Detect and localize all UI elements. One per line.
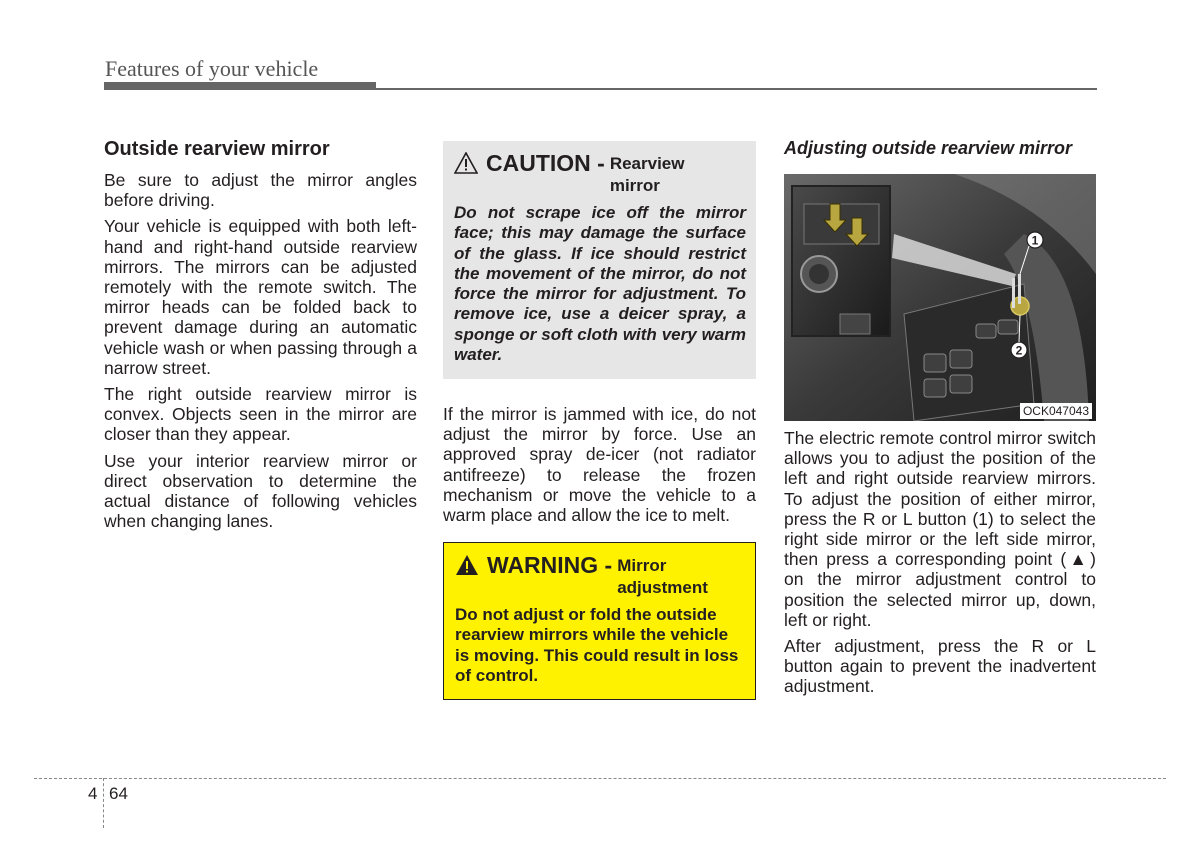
- warning-triangle-icon: [455, 554, 479, 581]
- mirror-switch-illustration: [784, 174, 1096, 421]
- warning-box: [443, 542, 756, 700]
- caution-subtitle-2: mirror: [609, 176, 660, 195]
- section-paragraph-2: Your vehicle is equipped with both left-hand and right-hand outside rearview mirrors. The mirrors can be adjusted remotely with the remote switch. The mirror heads can be folded back to prevent damage during an automatic vehicle wash or when passing through a narrow street.: [104, 216, 417, 378]
- page-number: 64: [109, 784, 128, 803]
- adjusting-paragraph-2: After adjustment, press the R or L button again to prevent the inadvertent adjustment.: [784, 636, 1096, 697]
- header-rule-accent: [104, 82, 376, 90]
- page-header-title: Features of your vehicle: [105, 56, 319, 81]
- figure-code: OCK047043: [1020, 403, 1092, 419]
- warning-subtitle: Mirror: [617, 556, 667, 575]
- mirror-switch-figure: [784, 174, 1096, 421]
- footer-rule: [34, 778, 1166, 779]
- caution-heading: [454, 151, 746, 197]
- ice-paragraph: If the mirror is jammed with ice, do not adjust the mirror by force. Use an approved spray de-icer (not radiator antifreeze) to release the frozen mechanism or move the vehicle to a warm place and allow the ice to melt.: [443, 404, 756, 526]
- warning-text: Do not adjust or fold the outside rearview mirrors while the vehicle is moving. This could result in loss of control.: [455, 605, 739, 685]
- caution-text: Do not scrape ice off the mirror face; this may damage the surface of the glass. If ice should restrict the movement of the mirror, do not force the mirror for adjustment. To remove ice, use a deicer spray, a sponge or soft cloth with very warm water.: [454, 203, 746, 365]
- section-title: Outside rearview mirror: [104, 138, 330, 160]
- warning-subtitle-2: adjustment: [617, 578, 708, 597]
- section-body: [104, 170, 417, 537]
- callout-1: 1: [1031, 233, 1039, 248]
- caution-label: CAUTION -: [486, 150, 605, 176]
- adjusting-paragraph-1: The electric remote control mirror switch allows you to adjust the position of the left and right outside rearview mirrors. To adjust the position of either mirror, press the R or L button (1) to select the right side mirror or the left side mirror, then press a corresponding point (▲) on the mirror adjustment control to position the selected mirror up, down, left or right.: [784, 428, 1096, 630]
- caution-subtitle: Rearview: [609, 154, 685, 173]
- section-paragraph-4: Use your interior rearview mirror or direct observation to determine the actual distance of following vehicles when changing lanes.: [104, 450, 417, 532]
- warning-label: WARNING -: [487, 552, 613, 578]
- figure-caption: Adjusting outside rearview mirror: [784, 138, 1073, 158]
- section-paragraph-3: The right outside rearview mirror is convex. Objects seen in the mirror are closer than they appear.: [104, 384, 417, 445]
- ice-paragraph-block: [443, 404, 756, 531]
- caution-box: [443, 141, 756, 379]
- adjusting-body: [784, 428, 1096, 703]
- callout-2: 2: [1015, 343, 1023, 358]
- page-chapter-number: 4: [88, 784, 98, 803]
- caution-triangle-icon: [454, 152, 478, 179]
- section-paragraph-1: Be sure to adjust the mirror angles before driving.: [104, 170, 417, 211]
- footer-divider: [103, 778, 104, 828]
- warning-heading: [455, 553, 745, 599]
